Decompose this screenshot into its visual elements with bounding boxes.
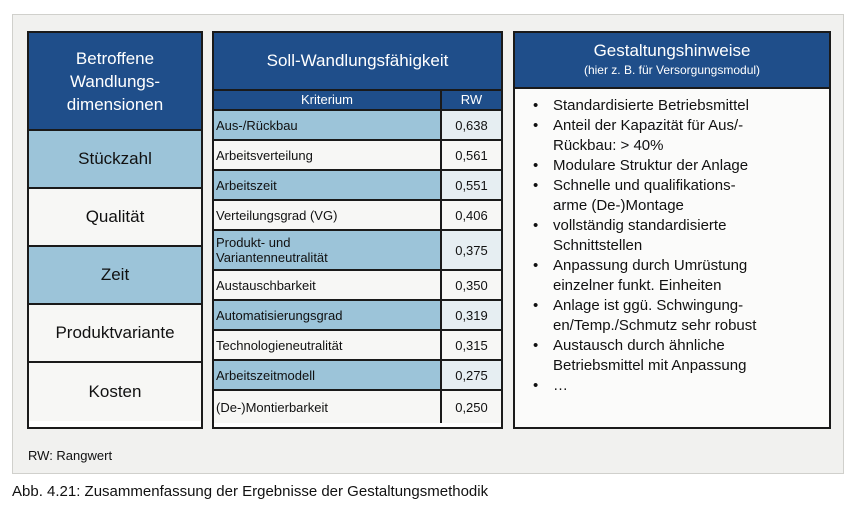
table-row — [214, 201, 501, 231]
dimension-kosten: Kosten — [29, 363, 201, 421]
rw-cell: 0,638 — [442, 111, 501, 139]
rw-cell: 0,319 — [442, 301, 501, 329]
table-row — [214, 141, 501, 171]
rw-cell: 0,350 — [442, 271, 501, 299]
list-item-line: Anpassung durch Umrüstung — [553, 257, 748, 274]
dimensions-header — [29, 33, 201, 131]
bullet: • — [533, 337, 539, 354]
dimension-qualitaet: Qualität — [29, 189, 201, 247]
rw-cell: 0,551 — [442, 171, 501, 199]
criterion-cell: (De-)Montierbarkeit — [214, 391, 442, 423]
criterion-cell-line: Produkt- und — [216, 235, 291, 250]
table-row — [214, 331, 501, 361]
table-row — [214, 301, 501, 331]
dimensions-column — [27, 31, 203, 429]
bullet: • — [533, 117, 539, 134]
dimension-produktvariante: Produktvariante — [29, 305, 201, 363]
criterion-cell: Arbeitsverteilung — [214, 141, 442, 169]
rw-cell: 0,250 — [442, 391, 501, 423]
table-row — [214, 231, 501, 271]
rw-cell: 0,275 — [442, 361, 501, 389]
rw-cell: 0,315 — [442, 331, 501, 359]
bullet: • — [533, 177, 539, 194]
list-item-line: Modulare Struktur der Anlage — [553, 157, 749, 174]
bullet: • — [533, 297, 539, 314]
list-item — [515, 216, 829, 256]
bullet: • — [533, 157, 539, 174]
list-item-line: arme (De-)Montage — [553, 197, 684, 214]
criterion-cell: Technologieneutralität — [214, 331, 442, 359]
footnote: RW: Rangwert — [28, 448, 113, 463]
list-item — [515, 176, 829, 216]
dimensions-header-line: Wandlungs- — [69, 71, 161, 91]
list-item — [515, 376, 829, 396]
list-item-line: Schnittstellen — [553, 237, 643, 254]
list-item-line: Austausch durch ähnliche — [553, 337, 725, 354]
column-header-rw: RW — [460, 92, 483, 107]
hints-column — [513, 31, 831, 429]
list-item — [515, 156, 829, 176]
bullet: • — [533, 257, 539, 274]
criterion-cell-line: Variantenneutralität — [216, 250, 328, 265]
column-header-criterion: Kriterium — [214, 91, 442, 109]
soll-column-headers — [214, 91, 501, 111]
table-row — [214, 361, 501, 391]
list-item-line: en/Temp./Schmutz sehr robust — [553, 317, 757, 334]
hints-list — [515, 89, 829, 396]
list-item — [515, 296, 829, 336]
table-row — [214, 171, 501, 201]
bullet: • — [533, 377, 539, 394]
list-item-line: vollständig standardisierte — [553, 217, 727, 234]
criterion-cell: Austauschbarkeit — [214, 271, 442, 299]
list-item-line: … — [553, 377, 568, 394]
list-item-line: Standardisierte Betriebsmittel — [553, 97, 749, 114]
criterion-cell: Arbeitszeit — [214, 171, 442, 199]
list-item-line: Betriebsmittel mit Anpassung — [553, 357, 747, 374]
table-row — [214, 271, 501, 301]
rw-cell: 0,375 — [442, 231, 501, 269]
criterion-cell — [214, 231, 442, 269]
list-item — [515, 336, 829, 376]
bullet: • — [533, 97, 539, 114]
rw-cell: 0,406 — [442, 201, 501, 229]
table-row — [214, 111, 501, 141]
soll-table — [212, 31, 503, 429]
dimension-stueckzahl: Stückzahl — [29, 131, 201, 189]
criterion-cell: Aus-/Rückbau — [214, 111, 442, 139]
list-item-line: einzelner funkt. Einheiten — [553, 277, 722, 294]
bullet: • — [533, 217, 539, 234]
list-item — [515, 96, 829, 116]
criterion-cell: Verteilungsgrad (VG) — [214, 201, 442, 229]
dimensions-header-line: dimensionen — [66, 94, 164, 114]
list-item-line: Schnelle und qualifikations- — [553, 177, 736, 194]
dimensions-header-line: Betroffene — [75, 48, 155, 68]
criterion-cell: Automatisierungsgrad — [214, 301, 442, 329]
hints-header — [515, 33, 829, 89]
figure-caption: Abb. 4.21: Zusammenfassung der Ergebnisse der Gestaltungsmethodik — [12, 483, 489, 500]
list-item-line: Rückbau: > 40% — [553, 137, 664, 154]
list-item — [515, 256, 829, 296]
hints-subtitle: (hier z. B. für Versorgungsmodul) — [583, 63, 761, 77]
hints-title: Gestaltungshinweise — [593, 41, 751, 60]
soll-title: Soll-Wandlungsfähigkeit — [214, 33, 501, 91]
dimension-zeit: Zeit — [29, 247, 201, 305]
list-item-line: Anlage ist ggü. Schwingung- — [553, 297, 744, 314]
list-item-line: Anteil der Kapazität für Aus/- — [553, 117, 744, 134]
criterion-cell: Arbeitszeitmodell — [214, 361, 442, 389]
rw-cell: 0,561 — [442, 141, 501, 169]
table-row — [214, 391, 501, 423]
list-item — [515, 116, 829, 156]
